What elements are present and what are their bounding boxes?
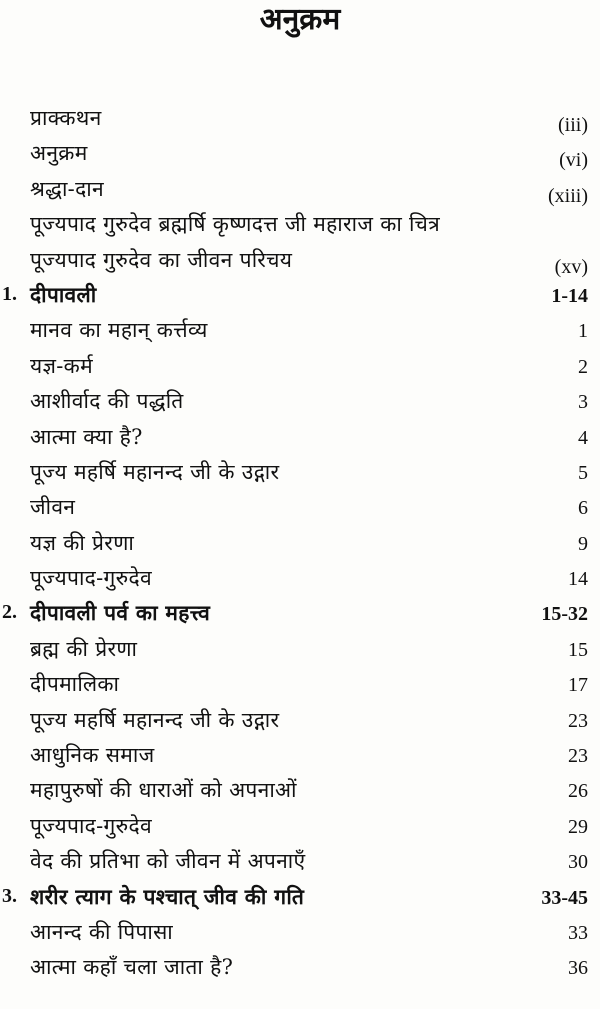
toc-entry	[0, 527, 600, 562]
toc-front-item	[0, 208, 600, 243]
toc-entry-label: अनुक्रम	[30, 141, 88, 166]
toc-entry-label: जीवन	[30, 495, 76, 520]
toc-entry-label: श्रद्धा-दान	[30, 176, 104, 201]
toc-chapter-heading	[0, 279, 600, 314]
toc-entry-label: पूज्यपाद-गुरुदेव	[30, 813, 152, 838]
toc-entry-label: वेद की प्रतिभा को जीवन में अपनाएँ	[30, 849, 306, 874]
toc-entry	[0, 704, 600, 739]
toc-entry	[0, 668, 600, 703]
toc-front-item	[0, 244, 600, 279]
toc-entry-label: पूज्यपाद गुरुदेव ब्रह्मर्षि कृष्णदत्त जी महाराज का चित्र	[30, 212, 441, 237]
toc-entry-page: 26	[568, 780, 588, 803]
toc-entry-label: आत्मा कहाँ चला जाता है?	[30, 955, 234, 980]
toc-entry-label: ब्रह्म की प्रेरणा	[30, 636, 138, 661]
chapter-number: 3.	[2, 884, 17, 907]
toc-entry-label: प्राक्कथन	[30, 106, 102, 130]
toc-entry	[0, 385, 600, 420]
toc-front-item	[0, 102, 600, 137]
toc-entry	[0, 421, 600, 456]
toc-entry-label: दीपमालिका	[30, 672, 120, 697]
toc-entry-page: 5	[578, 461, 588, 484]
toc-entry	[0, 633, 600, 668]
toc-entry-label: आधुनिक समाज	[30, 743, 155, 768]
toc-entry-page: 23	[568, 745, 588, 768]
toc-entry-page: 3	[578, 391, 588, 414]
toc-entry-label: पूज्य महर्षि महानन्द जी के उद्गार	[30, 459, 280, 484]
toc-entry-label: पूज्यपाद गुरुदेव का जीवन परिचय	[30, 247, 293, 272]
toc-entry-label: आशीर्वाद की पद्धति	[30, 389, 184, 414]
toc-front-item	[0, 137, 600, 172]
chapter-number: 2.	[2, 601, 17, 624]
table-of-contents	[0, 102, 600, 987]
toc-entry-page: 14	[568, 568, 588, 591]
chapter-title: दीपावली	[30, 281, 97, 307]
toc-entry	[0, 845, 600, 880]
toc-entry	[0, 951, 600, 986]
toc-entry-page: 15	[568, 638, 588, 661]
toc-chapter-heading	[0, 881, 600, 916]
toc-entry-page: 36	[568, 957, 588, 980]
chapter-title: दीपावली पर्व का महत्त्व	[30, 600, 211, 626]
chapter-pages: 15-32	[541, 603, 588, 626]
toc-entry-label: पूज्यपाद-गुरुदेव	[30, 566, 152, 591]
toc-entry-page: 2	[578, 355, 588, 378]
chapter-title: शरीर त्याग के पश्चात् जीव की गति	[30, 883, 305, 909]
toc-entry	[0, 739, 600, 774]
toc-entry-page: 6	[578, 497, 588, 520]
toc-entry-label: महापुरुषों की धाराओं को अपनाओं	[30, 778, 297, 803]
page-title: अनुक्रम	[259, 2, 341, 37]
toc-entry-label: आनन्द की पिपासा	[30, 919, 174, 944]
toc-entry-page: 33	[568, 921, 588, 944]
toc-entry-page: 17	[568, 674, 588, 697]
toc-entry	[0, 810, 600, 845]
toc-entry-page: 23	[568, 709, 588, 732]
toc-entry-page: 4	[578, 426, 588, 449]
chapter-pages: 33-45	[541, 886, 588, 909]
toc-entry	[0, 491, 600, 526]
toc-entry	[0, 562, 600, 597]
toc-entry-page: 30	[568, 851, 588, 874]
toc-entry	[0, 350, 600, 385]
toc-entry-label: यज्ञ-कर्म	[30, 353, 93, 378]
toc-entry	[0, 314, 600, 349]
chapter-number: 1.	[2, 282, 17, 305]
toc-entry-label: मानव का महान् कर्त्तव्य	[30, 318, 208, 343]
toc-entry-page: (iii)	[558, 114, 588, 136]
toc-entry-label: आत्मा क्या है?	[30, 424, 143, 449]
chapter-pages: 1-14	[551, 284, 588, 307]
toc-entry-label: पूज्य महर्षि महानन्द जी के उद्गार	[30, 707, 280, 732]
toc-entry	[0, 916, 600, 951]
toc-entry-label: यज्ञ की प्रेरणा	[30, 530, 135, 555]
toc-chapter-heading	[0, 597, 600, 632]
toc-entry-page: 29	[568, 815, 588, 838]
toc-entry-page: (vi)	[559, 149, 588, 172]
toc-entry-page: 9	[578, 532, 588, 555]
toc-entry-page: (xv)	[554, 255, 588, 278]
toc-front-item	[0, 173, 600, 208]
toc-entry-page: (xiii)	[548, 184, 588, 207]
toc-entry	[0, 456, 600, 491]
toc-entry	[0, 774, 600, 809]
toc-entry-page: 1	[578, 320, 588, 343]
